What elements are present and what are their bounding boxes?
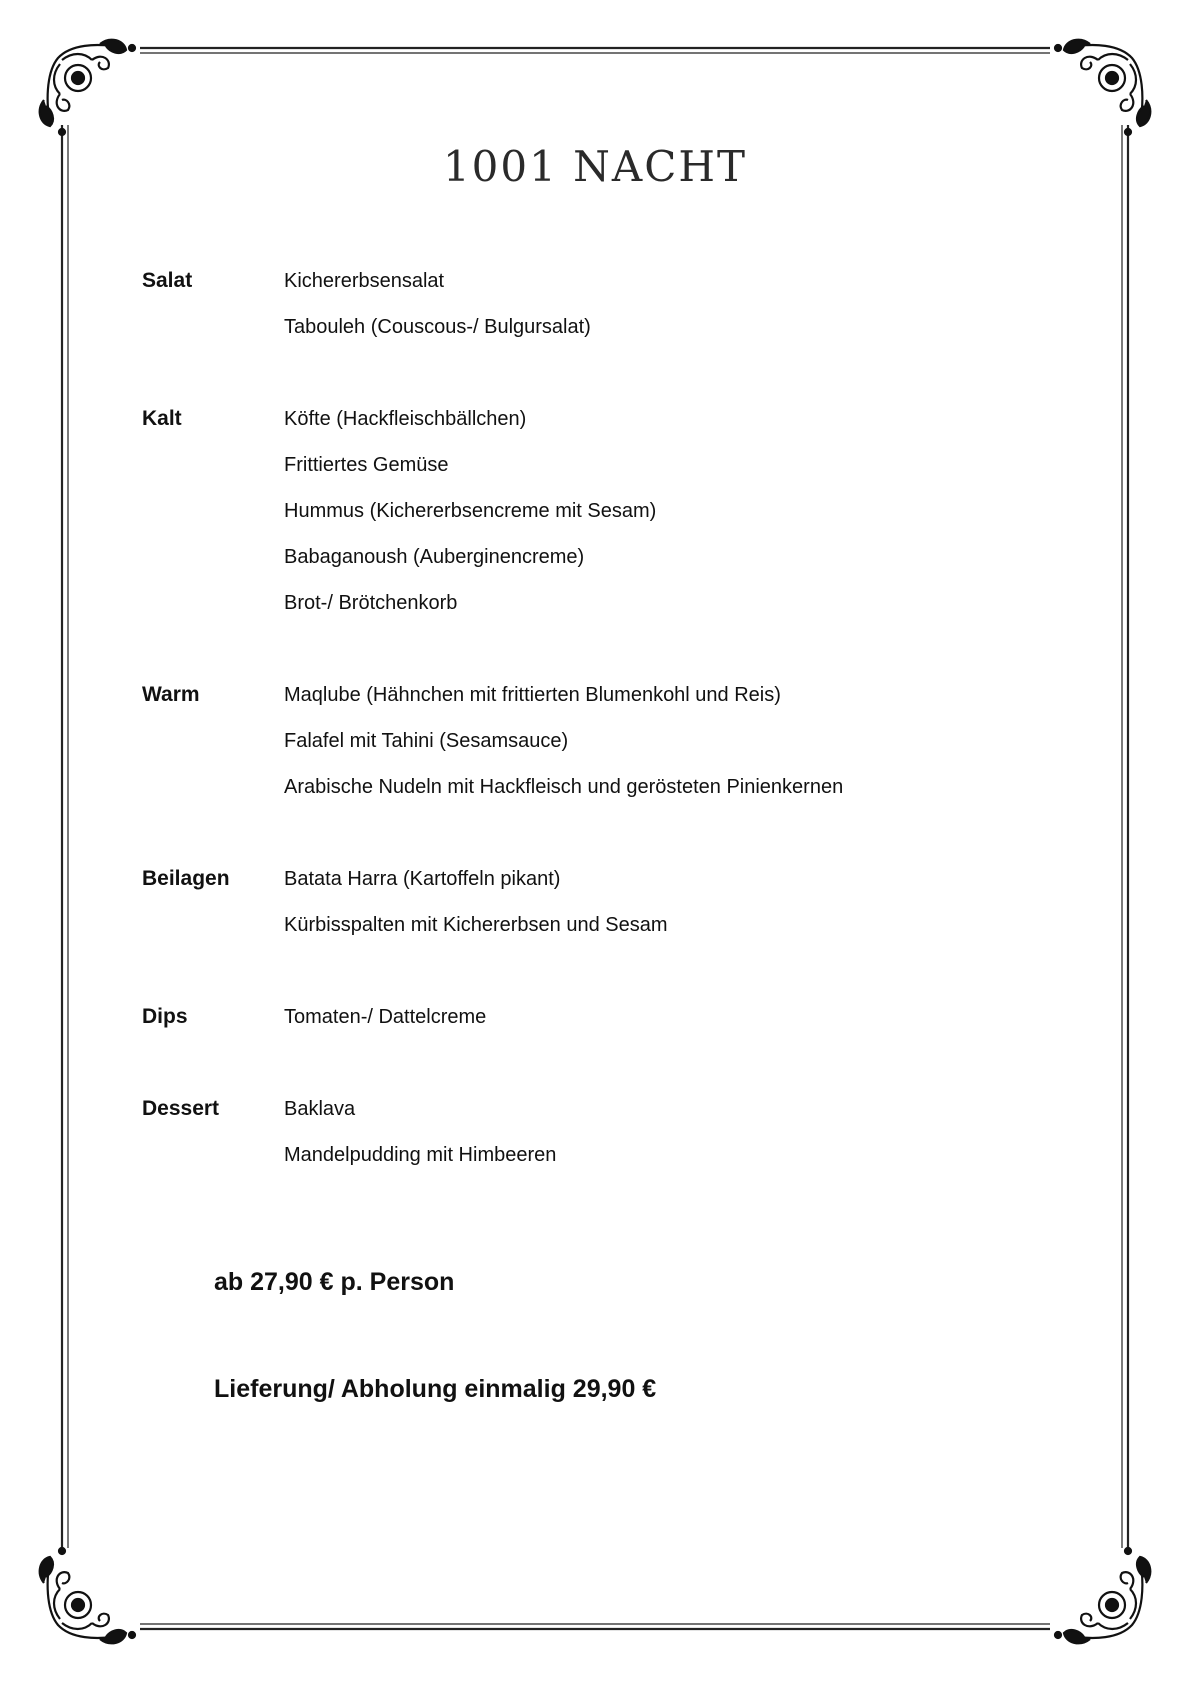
section-label: Dips	[142, 1005, 188, 1028]
section-items	[284, 994, 486, 1040]
menu-section-salat	[142, 258, 1042, 350]
menu-section-dips	[142, 994, 1042, 1040]
menu-section-warm	[142, 672, 1042, 810]
price-per-person: ab 27,90 € p. Person	[214, 1268, 455, 1296]
menu-item: Mandelpudding mit Himbeeren	[284, 1144, 557, 1166]
corner-ornament	[40, 40, 135, 135]
menu-section-kalt	[142, 396, 1042, 626]
menu-item: Tabouleh (Couscous-/ Bulgursalat)	[284, 316, 591, 338]
menu-item: Baklava	[284, 1098, 356, 1120]
menu-item: Babaganoush (Auberginencreme)	[284, 546, 585, 568]
menu-title: 1001 NACHT	[442, 142, 748, 191]
corner-ornament	[1055, 1548, 1150, 1643]
menu-section-dessert	[142, 1086, 1042, 1178]
corner-ornament	[1055, 40, 1150, 135]
menu-item: Batata Harra (Kartoffeln pikant)	[284, 868, 561, 890]
menu-item: Kichererbsensalat	[284, 270, 445, 292]
menu-item: Tomaten-/ Dattelcreme	[284, 1006, 487, 1028]
corner-ornament	[40, 1548, 135, 1643]
menu-item: Brot-/ Brötchenkorb	[284, 592, 458, 614]
section-items	[284, 396, 656, 626]
section-label: Dessert	[142, 1097, 220, 1120]
menu-item: Arabische Nudeln mit Hackfleisch und gerösteten Pinienkernen	[284, 776, 844, 798]
menu-item: Frittiertes Gemüse	[284, 454, 449, 476]
menu-item: Kürbisspalten mit Kichererbsen und Sesam	[284, 914, 668, 936]
section-label: Beilagen	[142, 867, 230, 890]
section-items	[284, 856, 668, 948]
section-label: Warm	[142, 683, 200, 706]
section-label: Salat	[142, 269, 193, 292]
menu-item: Hummus (Kichererbsencreme mit Sesam)	[284, 500, 657, 522]
menu-item: Köfte (Hackfleischbällchen)	[284, 408, 527, 430]
menu-item: Falafel mit Tahini (Sesamsauce)	[284, 730, 569, 752]
section-items	[284, 672, 843, 810]
menu-section-beilagen	[142, 856, 1042, 948]
menu-sections	[142, 258, 1042, 1224]
section-items	[284, 1086, 556, 1178]
section-label: Kalt	[142, 407, 182, 430]
menu-item: Maqlube (Hähnchen mit frittierten Blumenkohl und Reis)	[284, 684, 781, 706]
delivery-price: Lieferung/ Abholung einmalig 29,90 €	[214, 1375, 657, 1403]
section-items	[284, 258, 591, 350]
